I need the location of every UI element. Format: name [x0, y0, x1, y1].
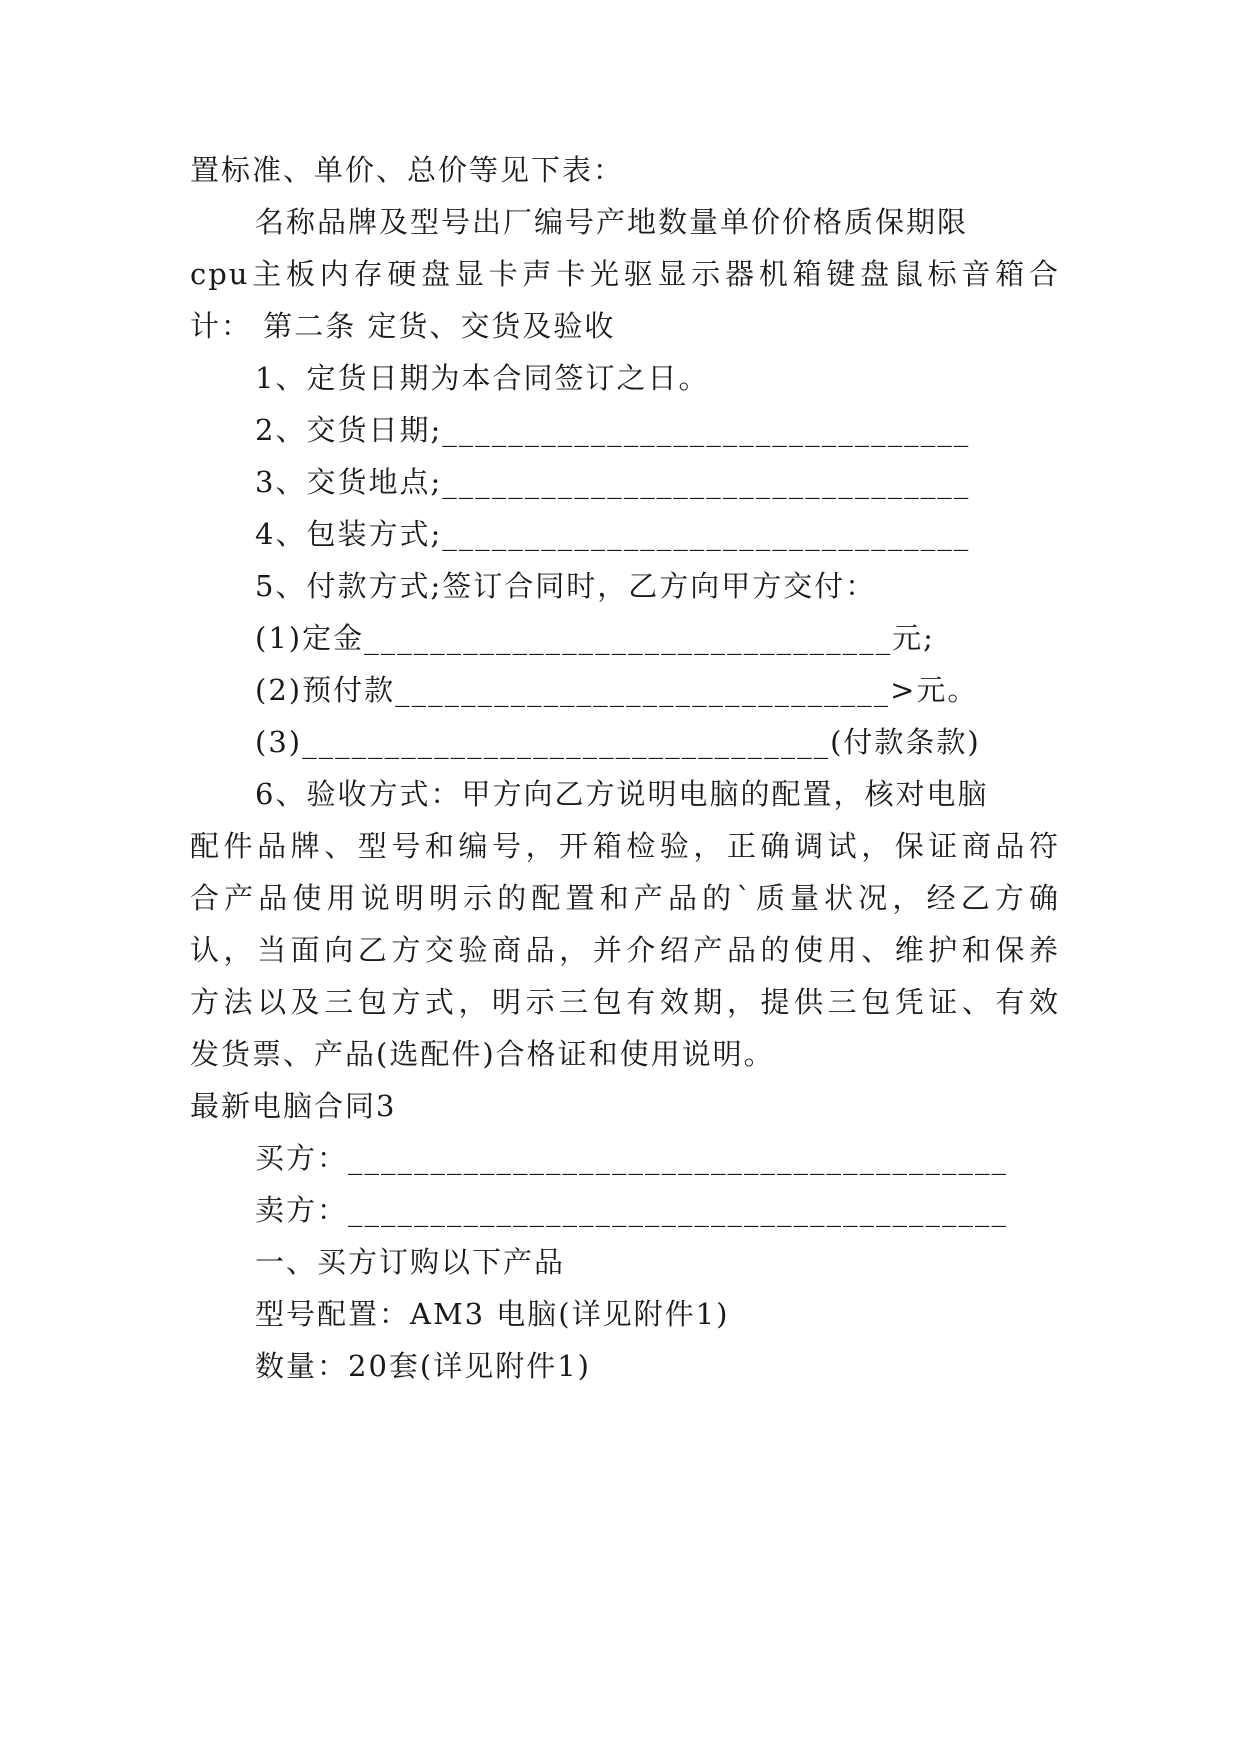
text-line-14: 配件品牌、型号和编号，开箱检验，正确调试，保证商品符 — [190, 829, 1060, 863]
text-line-15: 合产品使用说明明示的配置和产品的`质量状况，经乙方确 — [190, 881, 1060, 915]
section-heading: 计： 第二条 定货、交货及验收 — [190, 309, 616, 343]
quantity-line: 数量：20套(详见附件1) — [255, 1349, 591, 1383]
model-config-line: 型号配置：AM3 电脑(详见附件1) — [255, 1297, 730, 1331]
text-line-3: cpu主板内存硬盘显卡声卡光驱显示器机箱键盘鼠标音箱合 — [190, 257, 1060, 291]
seller-field: 卖方：________________________________________ — [255, 1193, 1009, 1227]
buyer-field: 买方：________________________________________ — [255, 1141, 1009, 1175]
packaging-field: 4、包装方式;________________________________ — [255, 517, 971, 551]
payment-method-line: 5、付款方式;签订合同时，乙方向甲方交付： — [255, 569, 877, 603]
prepayment-field: (2)预付款______________________________>元。 — [255, 673, 979, 707]
delivery-date-field: 2、交货日期;________________________________ — [255, 413, 971, 447]
text-line-18: 发货票、产品(选配件)合格证和使用说明。 — [190, 1037, 775, 1071]
text-line-1: 置标准、单价、总价等见下表： — [190, 153, 625, 187]
text-line-16: 认，当面向乙方交验商品，并介绍产品的使用、维护和保养 — [190, 933, 1060, 967]
text-line-5: 1、定货日期为本合同签订之日。 — [255, 361, 710, 395]
text-line-17: 方法以及三包方式，明示三包有效期，提供三包凭证、有效 — [190, 985, 1060, 1019]
deposit-field: (1)定金________________________________元; — [255, 621, 935, 655]
text-line-13: 6、验收方式：甲方向乙方说明电脑的配置，核对电脑 — [255, 777, 989, 811]
text-line-2: 名称品牌及型号出厂编号产地数量单价价格质保期限 — [255, 205, 969, 239]
text-line-22: 一、买方订购以下产品 — [255, 1245, 566, 1279]
payment-terms-field: (3)________________________________(付款条款) — [255, 725, 981, 759]
contract-title: 最新电脑合同3 — [190, 1089, 397, 1123]
delivery-place-field: 3、交货地点;________________________________ — [255, 465, 971, 499]
